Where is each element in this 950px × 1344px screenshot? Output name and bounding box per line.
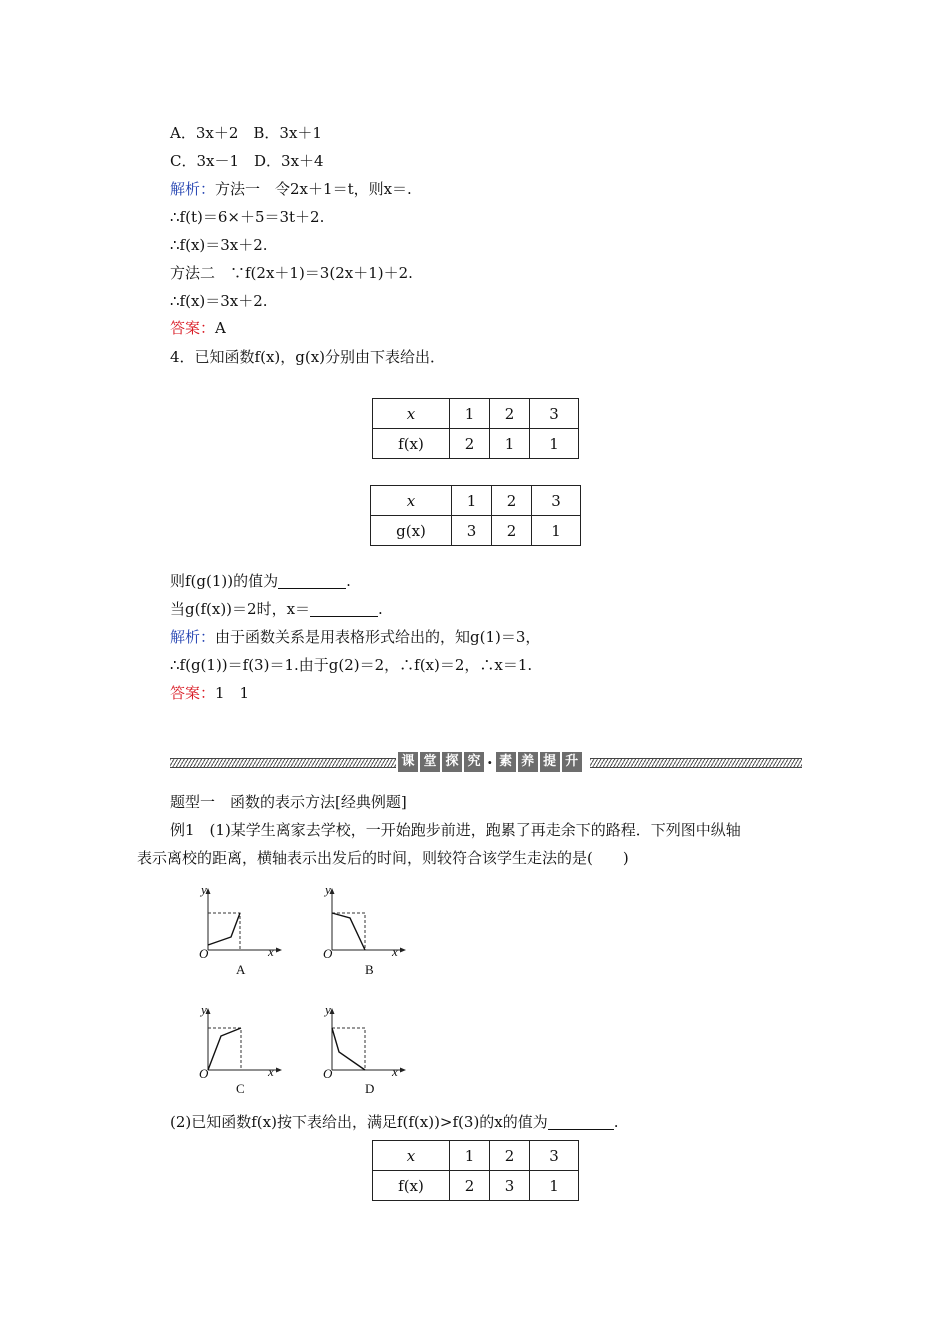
answer-value: 1 1 [215,684,250,702]
table-cell: 1 [450,1141,490,1171]
analysis-line-2: ∴f(t)＝6×＋5＝3t＋2. [170,208,325,226]
blank-line-1: 则f(g(1))的值为 . [170,572,351,590]
table-cell: 2 [490,1141,530,1171]
table-cell: x [373,399,450,429]
table-cell: 2 [450,429,490,459]
banner-char: 升 [562,752,582,772]
table-cell: 3 [530,399,579,429]
table-row [371,486,581,516]
analysis-text: 方法一 令2x＋1＝t，则x＝. [215,180,412,198]
answer-line [170,318,226,338]
answer-blank [310,602,378,617]
banner-char: 课 [398,752,418,772]
table-cell: 3 [530,1141,579,1171]
table-cell: 2 [450,1171,490,1201]
answer-label: 答案： [170,684,216,702]
y-axis-label: y [201,882,207,897]
part-2-text: (2)已知函数f(x)按下表给出，满足f(f(x))>f(3)的x的值为 [170,1113,548,1131]
graph-caption: B [365,962,374,977]
origin-label: O [323,946,333,961]
blank-line-2: 当g(f(x))＝2时，x＝ . [170,600,383,618]
y-axis-label: y [201,1002,207,1017]
section-banner [170,751,802,773]
origin-label: O [199,946,209,961]
example-1-part-2: (2)已知函数f(x)按下表给出，满足f(f(x))>f(3)的x的值为 . [170,1113,619,1131]
question-4-stem: 4．已知函数f(x)，g(x)分别由下表给出． [170,348,446,366]
origin-label: O [323,1066,333,1081]
q4-analysis-line-2: ∴f(g(1))＝f(3)＝1.由于g(2)＝2，∴f(x)＝2，∴x＝1. [170,656,533,674]
answer-value: A [215,319,226,337]
table-f [372,398,579,459]
analysis-text: 由于函数关系是用表格形式给出的，知g(1)＝3， [215,628,541,646]
banner-dot: · [487,752,493,772]
table-cell: 2 [490,399,530,429]
option-cd: C．3x－1 D．3x＋4 [170,152,324,170]
table-cell: 3 [452,516,492,546]
example-1-line-1: 例1 (1)某学生离家去学校，一开始跑步前进，跑累了再走余下的路程．下列图中纵轴 [170,821,741,839]
graph-caption: A [236,962,246,977]
table-row [373,1171,579,1201]
x-axis-label: x [392,944,398,959]
answer-label: 答案： [170,319,216,337]
table-f-2 [372,1140,579,1201]
banner-title [398,751,584,773]
table-cell: x [373,1141,450,1171]
table-g [370,485,581,546]
table-cell: 3 [490,1171,530,1201]
table-cell: f(x) [373,1171,450,1201]
table-cell: 1 [530,429,579,459]
origin-label: O [199,1066,209,1081]
table-cell: f(x) [373,429,450,459]
graph-caption: D [365,1081,375,1096]
banner-char: 堂 [420,752,440,772]
option-ab: A．3x＋2 B．3x＋1 [170,124,322,142]
table-cell: 1 [532,516,581,546]
blank-2-text: 当g(f(x))＝2时，x＝ [170,600,311,618]
q4-answer-line [170,683,249,703]
banner-char: 探 [442,752,462,772]
q4-analysis-line-1 [170,627,540,647]
table-row [373,1141,579,1171]
x-axis-label: x [268,1064,274,1079]
analysis-line-3: ∴f(x)＝3x＋2. [170,236,268,254]
analysis-label: 解析： [170,628,216,646]
analysis-line-4: 方法二 ∵f(2x＋1)＝3(2x＋1)＋2. [170,264,413,282]
banner-char: 素 [496,752,516,772]
analysis-line-1 [170,179,412,199]
example-1-line-2: 表示离校的距离，横轴表示出发后的时间，则较符合该学生走法的是( ) [137,849,629,867]
answer-blank [548,1115,614,1130]
blank-1-text: 则f(g(1))的值为 [170,572,279,590]
table-cell: 1 [450,399,490,429]
table-cell: 2 [492,516,532,546]
answer-blank [278,574,346,589]
table-row [373,399,579,429]
table-cell: x [371,486,452,516]
x-axis-label: x [392,1064,398,1079]
banner-char: 提 [540,752,560,772]
table-row [371,516,581,546]
x-axis-label: x [268,944,274,959]
analysis-label: 解析： [170,180,216,198]
graph-caption: C [236,1081,245,1096]
banner-char: 养 [518,752,538,772]
table-cell: 1 [490,429,530,459]
y-axis-label: y [325,1002,331,1017]
banner-hatch-left [170,758,396,768]
table-cell: g(x) [371,516,452,546]
analysis-line-5: ∴f(x)＝3x＋2. [170,292,268,310]
table-cell: 1 [530,1171,579,1201]
table-row [373,429,579,459]
banner-char: 究 [464,752,484,772]
y-axis-label: y [325,882,331,897]
section-title: 题型一 函数的表示方法[经典例题] [170,793,407,811]
table-cell: 2 [492,486,532,516]
table-cell: 1 [452,486,492,516]
banner-hatch-right [590,758,802,768]
table-cell: 3 [532,486,581,516]
